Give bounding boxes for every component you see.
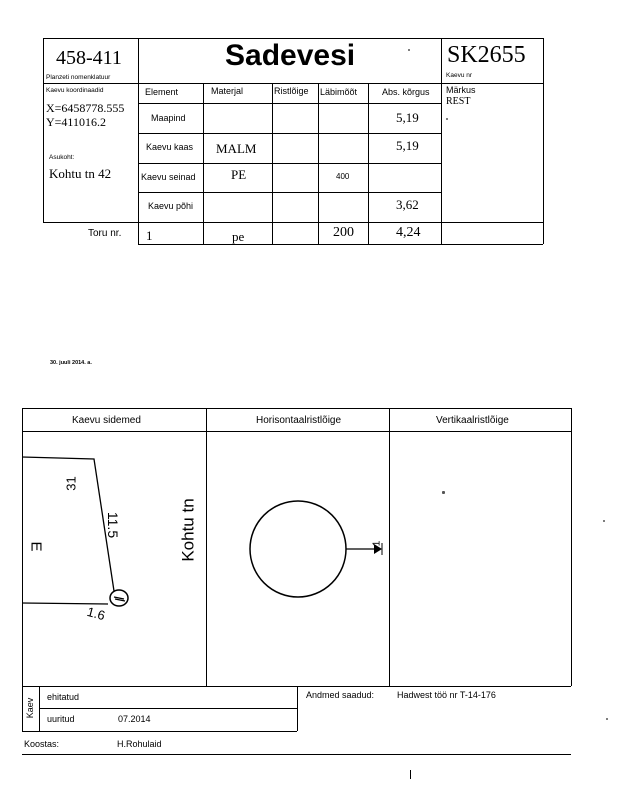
scan-speck bbox=[606, 718, 608, 720]
coordinate-y: Y=411016.2 bbox=[46, 115, 106, 129]
row-element-3: Kaevu põhi bbox=[148, 201, 194, 211]
well-caption: Kaevu nr bbox=[446, 72, 473, 79]
col-header-height: Abs. kõrgus bbox=[382, 87, 430, 97]
col-header-material: Materjal bbox=[211, 86, 244, 96]
well-circle bbox=[250, 501, 346, 597]
page-title: Sadevesi bbox=[225, 39, 356, 72]
kaev-label: Kaev bbox=[25, 697, 35, 719]
document-date: 30. juuli 2014. a. bbox=[50, 360, 92, 366]
location-value: Kohtu tn 42 bbox=[49, 166, 112, 181]
horizontal-section-drawing bbox=[206, 431, 389, 686]
row-material-2: PE bbox=[231, 167, 247, 182]
compiled-label: Koostas: bbox=[24, 739, 60, 749]
source-value: Hadwest töö nr T-14-176 bbox=[397, 690, 496, 700]
well-number: SK2655 bbox=[447, 42, 526, 68]
row-material-1: MALM bbox=[216, 141, 257, 156]
notes-value: REST bbox=[446, 96, 471, 107]
row-height-0: 5,19 bbox=[396, 110, 419, 125]
scan-speck bbox=[408, 49, 410, 51]
pipe-label: Toru nr. bbox=[88, 228, 122, 239]
header-connections: Kaevu sidemed bbox=[72, 415, 141, 426]
row-element-1: Kaevu kaas bbox=[146, 142, 194, 152]
source-label: Andmed saadud: bbox=[306, 690, 375, 700]
row-height-3: 3,62 bbox=[396, 197, 419, 212]
notes-label: Märkus bbox=[446, 85, 476, 95]
coordinate-x: X=6458778.555 bbox=[46, 101, 125, 115]
pipe-material: pe bbox=[232, 229, 245, 244]
scan-speck bbox=[442, 491, 445, 494]
sketch-label-e: E bbox=[27, 541, 45, 552]
col-header-diameter: Läbimõõt bbox=[320, 87, 358, 97]
vertical-section-area bbox=[390, 432, 570, 685]
row-diameter-2: 400 bbox=[336, 172, 350, 181]
sketch-street-label: Kohtu tn bbox=[178, 498, 198, 562]
sheet-caption: Planzeti nomenklatuur bbox=[46, 74, 111, 81]
compiled-value: H.Rohulaid bbox=[117, 739, 162, 749]
sketch-label-31: 31 bbox=[63, 476, 79, 491]
pipe-number: 1 bbox=[146, 228, 153, 243]
row-height-1: 5,19 bbox=[396, 138, 419, 153]
scan-mark bbox=[410, 770, 411, 779]
built-label: ehitatud bbox=[47, 692, 80, 702]
sheet-number: 458-411 bbox=[56, 47, 122, 69]
row-element-2: Kaevu seinad bbox=[141, 172, 196, 182]
scan-speck bbox=[446, 118, 448, 120]
pipe-diameter: 200 bbox=[333, 225, 354, 240]
col-header-cross: Ristlõige bbox=[274, 86, 309, 96]
location-label: Asukoht: bbox=[49, 154, 75, 161]
sketch-label-1-6: 1.6 bbox=[85, 603, 107, 624]
pipe-arrow-label: 1 bbox=[371, 540, 383, 547]
header-vertical-section: Vertikaalristlõige bbox=[436, 415, 509, 426]
row-element-0: Maapind bbox=[151, 113, 186, 123]
col-header-element: Element bbox=[145, 87, 179, 97]
surveyed-label: uuritud bbox=[47, 714, 75, 724]
coordinates-label: Kaevu koordinaadid bbox=[46, 87, 104, 94]
scan-speck bbox=[603, 520, 605, 522]
header-horizontal-section: Horisontaalristlõige bbox=[256, 415, 342, 426]
sketch-label-11-5: 11.5 bbox=[105, 511, 122, 539]
pipe-height: 4,24 bbox=[396, 225, 421, 240]
surveyed-value: 07.2014 bbox=[118, 714, 151, 724]
